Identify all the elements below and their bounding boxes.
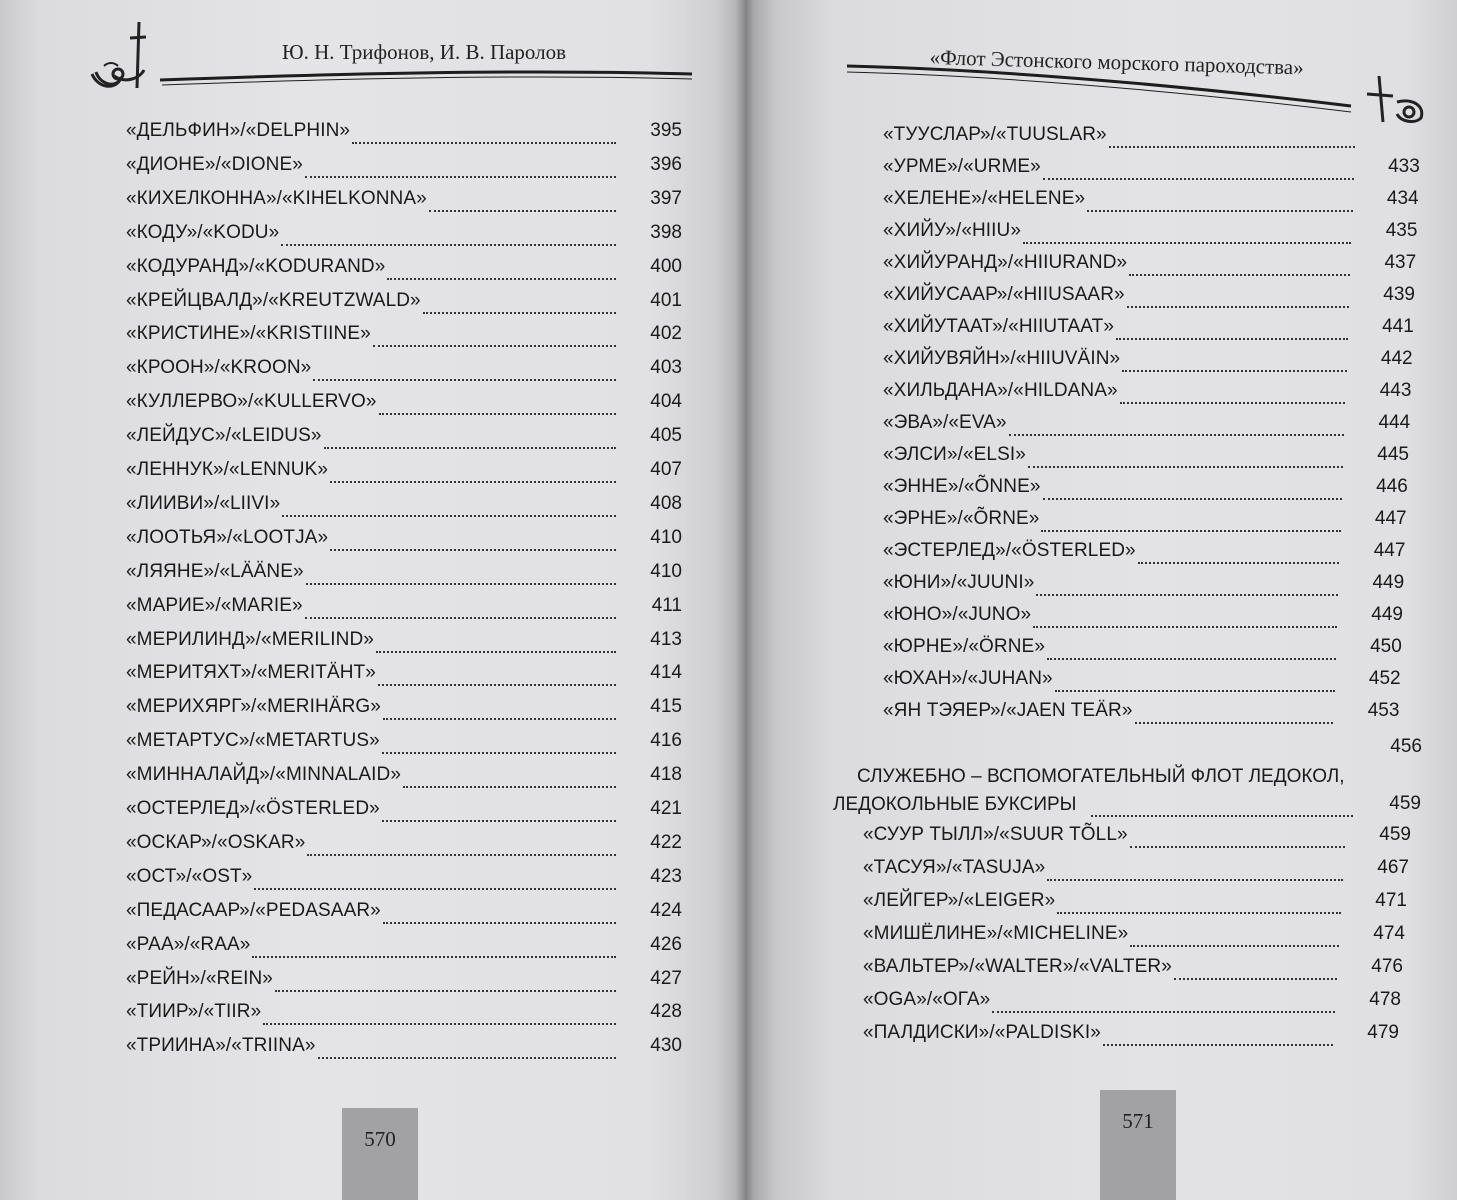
toc-entry-leader: [1135, 700, 1334, 724]
toc-entry-page: 410: [650, 526, 682, 548]
toc-entry-title: «МЕРИЛИНД»/«MERILIND»: [126, 628, 374, 650]
toc-entry-leader: [1174, 956, 1337, 980]
toc-entry-leader: [324, 425, 616, 449]
toc-entry-title: «ВАЛЬТЕР»/«WALTER»/«VALTER»: [863, 956, 1172, 977]
toc-entry-title: «ЛЕЙДУС»/«LEIDUS»: [126, 425, 322, 447]
toc-entry-leader: [305, 154, 616, 178]
toc-entry-title: «КОДУ»/«KODU»: [126, 221, 280, 243]
toc-entry: [126, 662, 682, 690]
toc-entry-title: «ДИОНЕ»/«DIONE»: [126, 153, 303, 175]
toc-entry-title: «ЭВА»/«EVA»: [883, 412, 1007, 433]
toc-entry-page: 467: [1377, 857, 1409, 878]
toc-entry-title: «ПЕДАСААР»/«PEDASAAR»: [126, 899, 381, 921]
toc-entry: [883, 188, 1419, 216]
toc-entry-page: 444: [1378, 412, 1411, 433]
toc-entry-title: «ЯН ТЭЯЕР»/«JAEN TEÄR»: [883, 700, 1133, 721]
toc-entry-title: «СУУР ТЫЛЛ»/«SUUR TÕLL»: [863, 824, 1128, 845]
toc-entry-leader: [992, 989, 1335, 1013]
toc-entry-leader: [1057, 890, 1341, 914]
toc-entry-page: 413: [650, 628, 682, 650]
toc-entry-page: 453: [1367, 700, 1400, 721]
toc-entry: [883, 444, 1409, 472]
toc-entry: [126, 900, 682, 928]
toc-entry: [863, 1022, 1399, 1050]
toc-entry-leader: [1120, 380, 1346, 404]
toc-entry-page: 476: [1371, 956, 1403, 977]
toc-entry: [126, 425, 682, 453]
toc-entry-page: 452: [1368, 668, 1401, 689]
toc-entry-leader: [387, 256, 616, 280]
toc-entry-page: 434: [1386, 188, 1419, 209]
toc-entry-leader: [378, 662, 616, 686]
running-head-left: Ю. Н. Трифонов, И. В. Паролов: [282, 40, 567, 64]
section-heading-page: 459: [1389, 793, 1421, 814]
toc-entry-title: «МИННАЛАЙД»/«MINNALAID»: [126, 764, 401, 786]
toc-entry: [126, 290, 682, 318]
toc-entry: [126, 527, 682, 555]
toc-entry-leader: [373, 323, 616, 347]
toc-entry-page: 435: [1385, 220, 1418, 241]
toc-entry-leader: [306, 561, 616, 585]
toc-entry-title: «МИШЁЛИНЕ»/«MICHELINE»: [863, 923, 1129, 944]
toc-entry-page: 404: [650, 391, 682, 413]
toc-entry-page: 430: [650, 1035, 682, 1057]
toc-entry-leader: [1041, 508, 1340, 532]
toc-entry: [126, 798, 682, 826]
toc-entry-page: 445: [1377, 444, 1409, 465]
toc-entry-title: «ЮНИ»/«JUUNI»: [883, 572, 1035, 593]
toc-entry-page: 437: [1384, 252, 1417, 273]
toc-entry: [126, 832, 682, 860]
toc-entry-title: «ОСКАР»/«OSKAR»: [126, 831, 306, 853]
toc-entry-title: «ЛЕННУК»/«LENNUK»: [126, 459, 329, 480]
toc-entry-title: «ЛИИВИ»/«LIIVI»: [126, 492, 281, 514]
toc-entry: [126, 391, 682, 419]
toc-entry-page: 422: [650, 831, 682, 853]
toc-entry-page: 447: [1374, 508, 1407, 529]
toc-entry: [863, 890, 1407, 918]
toc-entry-title: «УРМЕ»/«URME»: [883, 156, 1041, 177]
toc-entry-page: 405: [650, 425, 682, 447]
toc-entry: [126, 222, 682, 250]
toc-entry-title: «ЮРНЕ»/«ÖRNE»: [883, 636, 1046, 657]
toc-entry: [883, 316, 1414, 344]
toc-entry-title: «МЕРИТЯХТ»/«MERITÄHT»: [126, 662, 376, 684]
toc-entry-page: 398: [650, 221, 682, 243]
toc-entry: [883, 508, 1407, 536]
toc-entry-leader: [382, 798, 616, 822]
toc-entry-title: «ОСТ»/«OST»: [126, 865, 253, 887]
toc-entry: [883, 124, 1421, 152]
toc-entry: [883, 252, 1416, 280]
toc-entry-page: 411: [651, 594, 682, 616]
toc-entry: [126, 154, 682, 182]
toc-entry: [126, 730, 682, 758]
toc-entry-page: 450: [1370, 636, 1402, 657]
toc-entry-leader: [403, 764, 616, 788]
toc-entry-page: 423: [650, 865, 682, 887]
toc-entry: [126, 1001, 682, 1029]
toc-entry-page: 395: [650, 120, 682, 141]
toc-entry-title: «ХИЙУСААР»/«HIIUSAAR»: [883, 284, 1125, 305]
toc-entry: [863, 956, 1403, 984]
toc-entry-title: «ЛЯЯНЕ»/«LÄÄNE»: [126, 560, 304, 582]
toc-entry-leader: [429, 188, 616, 212]
toc-entry: [126, 323, 682, 351]
toc-right: [745, 0, 1457, 1080]
toc-entry-leader: [330, 459, 616, 483]
toc-entry-page: 402: [650, 323, 682, 345]
toc-entry-page: 397: [650, 187, 682, 209]
toc-entry-leader: [379, 391, 616, 415]
toc-entry-leader: [376, 629, 616, 653]
toc-entry-title: «ЭЛСИ»/«ELSI»: [883, 444, 1026, 465]
toc-entry-title: «ПАЛДИСКИ»/«PALDISKI»: [863, 1022, 1101, 1043]
toc-entry-leader: [313, 357, 616, 381]
toc-entry-page: 408: [650, 492, 682, 514]
toc-entry-page: 428: [650, 1001, 682, 1023]
toc-entry-leader: [1009, 412, 1345, 436]
toc-entry: [126, 629, 682, 657]
toc-entry-title: «ЛЕЙГЕР»/«LEIGER»: [863, 890, 1056, 911]
toc-entry: [883, 380, 1411, 408]
toc-entry-title: «ТУУСЛАР»/«TUUSLAR»: [883, 124, 1107, 145]
toc-entry-leader: [1087, 188, 1352, 212]
toc-entry-leader: [330, 527, 616, 551]
toc-entry: [126, 934, 682, 962]
toc-entry-leader: [1023, 220, 1351, 244]
toc-entry-leader: [1047, 857, 1343, 881]
toc-entry-leader: [1043, 156, 1354, 180]
toc-entry-leader: [383, 900, 616, 924]
toc-entry: [126, 120, 682, 148]
toc-left: [126, 120, 686, 1080]
toc-entry-page: 456: [1390, 736, 1422, 757]
section-heading-leader: [1091, 793, 1353, 817]
toc-entry-page: 421: [650, 798, 682, 819]
toc-entry-title: «РЕЙН»/«REIN»: [126, 967, 273, 989]
toc-entry-page: 479: [1367, 1022, 1399, 1043]
toc-entry-page: 418: [650, 764, 682, 786]
toc-entry: [883, 476, 1408, 504]
toc-entry: [863, 857, 1409, 885]
toc-entry: [883, 412, 1410, 440]
toc-entry-title: «ХИЛЬДАНА»/«HILDANA»: [883, 380, 1118, 401]
toc-entry: [883, 156, 1420, 184]
toc-entry-title: «КОДУРАНД»/«KODURAND»: [126, 255, 386, 277]
toc-entry-leader: [383, 696, 616, 720]
toc-entry: [126, 968, 682, 996]
toc-entry-title: «КИХЕЛКОННА»/«KIHELKONNA»: [126, 187, 427, 209]
toc-entry-page: 441: [1382, 316, 1414, 337]
toc-entry-title: «КРЕЙЦВАЛД»/«KREUTZWALD»: [126, 289, 421, 311]
toc-entry-page: 424: [650, 899, 682, 921]
right-page: [745, 0, 1457, 1200]
toc-entry: [126, 493, 682, 521]
toc-entry-page: 471: [1375, 890, 1407, 911]
toc-entry: [863, 989, 1401, 1017]
toc-entry-leader: [1036, 572, 1338, 596]
toc-entry: [883, 348, 1413, 376]
running-head-right: «Флот Эстонского морского пароходства»: [929, 45, 1305, 80]
toc-entry-title: «ЭСТЕРЛЕД»/«ÖSTERLED»: [883, 540, 1136, 561]
toc-entry-title: «OGA»/«ОГА»: [863, 989, 991, 1010]
toc-entry-leader: [1047, 636, 1336, 660]
toc-entry-title: «ЮХАН»/«JUHAN»: [883, 668, 1053, 689]
toc-entry-page: 426: [650, 933, 682, 955]
toc-entry-leader: [275, 968, 616, 992]
toc-entry-title: «ЭННЕ»/«ÕNNE»: [883, 476, 1041, 497]
toc-entry-title: «ЛООТЬЯ»/«LOOTJA»: [126, 526, 329, 548]
toc-entry-page: 401: [650, 289, 682, 311]
page-number-left: 570: [342, 1108, 418, 1200]
toc-entry: [883, 540, 1405, 568]
toc-entry-title: «МЕТАРТУС»/«METARTUS»: [126, 730, 380, 752]
toc-entry-leader: [1122, 348, 1346, 372]
toc-entry-leader: [252, 934, 616, 958]
anchor-ornament-icon: [84, 18, 164, 98]
toc-entry-title: «ТРИИНА»/«TRIINA»: [126, 1035, 316, 1057]
toc-entry-page: 447: [1373, 540, 1406, 561]
toc-entry-page: 449: [1372, 572, 1405, 593]
toc-entry-title: «ДЕЛЬФИН»/«DELPHIN»: [126, 120, 351, 141]
toc-entry-leader: [281, 222, 616, 246]
toc-entry: [126, 459, 682, 487]
toc-entry-page: 407: [650, 459, 682, 480]
toc-entry-title: «КУЛЛЕРВО»/«KULLERVO»: [126, 391, 377, 413]
toc-entry-page: 400: [650, 255, 682, 277]
section-heading-line1: СЛУЖЕБНО – ВСПОМОГАТЕЛЬНЫЙ ФЛОТ ЛЕДОКОЛ,: [857, 766, 1345, 787]
toc-entry-title: «ЭРНЕ»/«ÕRNE»: [883, 508, 1040, 529]
toc-entry: [883, 700, 1399, 728]
toc-entry-page: 414: [650, 662, 682, 684]
toc-entry-title: «ЮНО»/«JUNO»: [883, 604, 1032, 625]
toc-entry-page: 478: [1369, 989, 1401, 1010]
toc-entry: [126, 764, 682, 792]
toc-entry-leader: [1043, 476, 1342, 500]
toc-entry-title: «МАРИЕ»/«MARIE»: [126, 594, 303, 616]
toc-entry-leader: [1109, 124, 1355, 148]
toc-entry: [883, 604, 1403, 632]
toc-entry-leader: [382, 730, 616, 754]
toc-entry-leader: [1033, 604, 1337, 628]
toc-entry-leader: [1103, 1022, 1333, 1046]
toc-entry-leader: [1130, 824, 1345, 848]
toc-entry-page: 415: [650, 696, 682, 718]
toc-entry-leader: [1116, 316, 1348, 340]
toc-entry: [126, 1035, 682, 1063]
toc-entry: [883, 572, 1404, 600]
toc-entry: [883, 220, 1417, 248]
toc-entry-leader: [305, 595, 616, 619]
toc-entry-page: 449: [1371, 604, 1403, 625]
toc-entry: [883, 636, 1402, 664]
toc-entry-leader: [1127, 284, 1349, 308]
toc-entry-title: «ХИЙУ»/«HIIU»: [883, 220, 1022, 241]
toc-entry-title: «ХИЙУТААТ»/«HIIUTAAT»: [883, 316, 1115, 337]
toc-entry: [863, 923, 1405, 951]
toc-entry-leader: [263, 1001, 616, 1025]
toc-entry-title: «ТАСУЯ»/«TASUJA»: [863, 857, 1046, 878]
toc-entry: [126, 696, 682, 724]
toc-entry-leader: [1055, 668, 1335, 692]
toc-entry: [126, 561, 682, 589]
toc-entry-title: «КРООН»/«KROON»: [126, 357, 312, 379]
toc-entry-leader: [352, 120, 616, 144]
toc-entry-title: «КРИСТИНЕ»/«KRISTIINE»: [126, 323, 371, 345]
section-heading-line2: ЛЕДОКОЛЬНЫЕ БУКСИРЫ: [833, 794, 1077, 815]
toc-entry-title: «ХИЙУРАНД»/«HIIURAND»: [883, 252, 1128, 273]
toc-entry-leader: [1129, 252, 1350, 276]
toc-entry-leader: [1028, 444, 1343, 468]
toc-entry-page: 403: [650, 357, 682, 379]
toc-entry-page: 459: [1379, 824, 1411, 845]
toc-entry-page: 396: [650, 153, 682, 175]
toc-entry-page: 439: [1383, 284, 1415, 305]
toc-entry: [883, 668, 1401, 696]
toc-entry-leader: [423, 290, 616, 314]
toc-entry: [126, 357, 682, 385]
toc-entry-leader: [282, 493, 616, 517]
toc-entry-page: 416: [650, 730, 682, 752]
toc-entry-title: «ОСТЕРЛЕД»/«ÖSTERLED»: [126, 798, 380, 819]
toc-entry-page: 433: [1388, 156, 1420, 177]
toc-entry: [126, 866, 682, 894]
toc-entry-page: 474: [1373, 923, 1405, 944]
toc-entry-title: «ХЕЛЕНЕ»/«HELENE»: [883, 188, 1086, 209]
toc-entry: [883, 284, 1415, 312]
page-number-right: 571: [1100, 1090, 1176, 1200]
toc-entry-title: «ТИИР»/«TIIR»: [126, 1001, 262, 1023]
toc-entry-leader: [1138, 540, 1340, 564]
toc-entry-leader: [254, 866, 616, 890]
toc-entry-leader: [318, 1035, 616, 1059]
toc-entry-title: «МЕРИХЯРГ»/«MERIHÄRG»: [126, 696, 381, 718]
toc-entry-title: «ХИЙУВЯЙН»/«HIIUVÄIN»: [883, 348, 1121, 369]
toc-entry-page: 442: [1380, 348, 1413, 369]
toc-entry: [126, 595, 682, 623]
toc-entry-leader: [1130, 923, 1339, 947]
toc-entry-page: 443: [1379, 380, 1412, 401]
toc-entry-title: «РАА»/«RAA»: [126, 933, 251, 955]
toc-entry: [126, 256, 682, 284]
toc-entry: [863, 824, 1411, 852]
toc-entry-leader: [307, 832, 616, 856]
toc-entry-page: 446: [1376, 476, 1408, 497]
toc-entry: [126, 188, 682, 216]
toc-entry-page: 427: [650, 967, 682, 989]
toc-entry-page: 410: [650, 560, 682, 582]
